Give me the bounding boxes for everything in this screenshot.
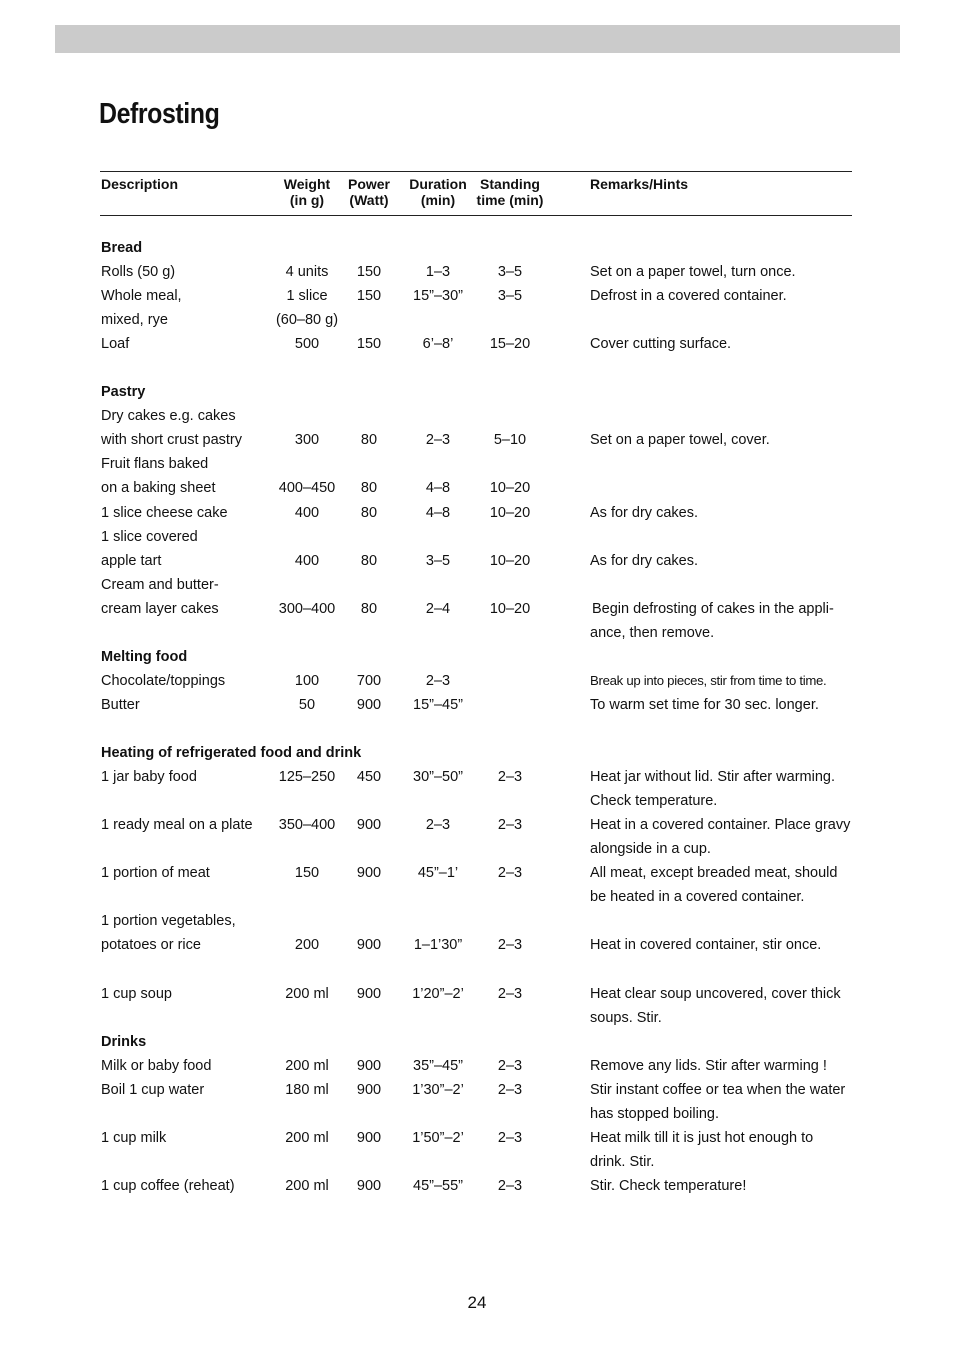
- table-row: [0, 452, 954, 476]
- cell-duration: 3–5: [425, 553, 451, 569]
- table-row: [0, 693, 954, 717]
- table-row: [0, 765, 954, 789]
- table-row: [0, 476, 954, 500]
- section-heading: Heating of refrigerated food and drink: [101, 745, 362, 761]
- cell-duration: 1–1’30”: [413, 937, 463, 953]
- cell-power: 700: [356, 673, 382, 689]
- cell-power: 900: [356, 697, 382, 713]
- cell-weight: 200 ml: [285, 986, 329, 1002]
- table-row: [0, 982, 954, 1006]
- cell-duration: 2–3: [425, 673, 451, 689]
- cell-description: 1 portion vegetables,: [101, 913, 236, 929]
- cell-description: Chocolate/toppings: [101, 673, 226, 689]
- header-duration: Duration (min): [409, 176, 467, 208]
- table-row: [0, 428, 954, 452]
- cell-weight: 200 ml: [285, 1130, 329, 1146]
- cell-remarks: Set on a paper towel, turn once.: [590, 264, 796, 280]
- cell-power: 900: [356, 1058, 382, 1074]
- cell-standing-time: 2–3: [497, 817, 523, 833]
- cell-description: 1 slice covered: [101, 529, 198, 545]
- header-description: Description: [101, 176, 179, 192]
- cell-remarks: Stir. Check temperature!: [590, 1178, 747, 1194]
- cell-remarks: Begin defrosting of cakes in the appli-: [592, 601, 834, 617]
- cell-description: 1 slice cheese cake: [101, 505, 228, 521]
- cell-power: 150: [356, 288, 382, 304]
- cell-duration: 15”–30”: [413, 288, 463, 304]
- cell-weight: 400: [294, 553, 320, 569]
- cell-duration: 30”–50”: [413, 769, 463, 785]
- table-row: [0, 1150, 954, 1174]
- table-row: [0, 1126, 954, 1150]
- cell-weight: 400: [294, 505, 320, 521]
- cell-standing-time: 2–3: [497, 937, 523, 953]
- cell-description: 1 ready meal on a plate: [101, 817, 253, 833]
- cell-duration: 2–3: [425, 817, 451, 833]
- cell-power: 900: [356, 937, 382, 953]
- table-row: [0, 573, 954, 597]
- cell-weight: 500: [294, 336, 320, 352]
- cell-power: 450: [356, 769, 382, 785]
- cell-description: Milk or baby food: [101, 1058, 212, 1074]
- cell-duration: 4–8: [425, 505, 451, 521]
- cell-power: 900: [356, 865, 382, 881]
- cell-standing-time: 2–3: [497, 1082, 523, 1098]
- cell-remarks: Cover cutting surface.: [590, 336, 732, 352]
- cell-description: Butter: [101, 697, 140, 713]
- header-power: Power (Watt): [347, 176, 390, 208]
- table-row: [0, 308, 954, 332]
- page-title: Defrosting: [99, 98, 220, 130]
- cell-standing-time: 10–20: [489, 601, 531, 617]
- cell-duration: 2–4: [425, 601, 451, 617]
- cell-description: apple tart: [101, 553, 162, 569]
- cell-standing-time: 2–3: [497, 1130, 523, 1146]
- table-row: [0, 525, 954, 549]
- cell-duration: 15”–45”: [413, 697, 463, 713]
- cell-weight: 300–400: [278, 601, 336, 617]
- cell-standing-time: 10–20: [489, 553, 531, 569]
- table-row: [0, 1174, 954, 1198]
- cell-weight: 200 ml: [285, 1058, 329, 1074]
- table-row: [0, 789, 954, 813]
- cell-weight: (60–80 g): [275, 312, 339, 328]
- cell-description: with short crust pastry: [101, 432, 243, 448]
- section-heading-row: [0, 1030, 954, 1054]
- cell-description: 1 cup milk: [101, 1130, 167, 1146]
- cell-description: Cream and butter-: [101, 577, 219, 593]
- cell-power: 80: [360, 480, 378, 496]
- cell-weight: 350–400: [278, 817, 336, 833]
- table-row: [0, 501, 954, 525]
- cell-weight: 180 ml: [285, 1082, 329, 1098]
- table-row: [0, 1054, 954, 1078]
- cell-description: Loaf: [101, 336, 130, 352]
- cell-weight: 1 slice: [286, 288, 328, 304]
- cell-description: Fruit flans baked: [101, 456, 209, 472]
- section-heading-row: [0, 236, 954, 260]
- cell-remarks: has stopped boiling.: [590, 1106, 719, 1122]
- table-row: [0, 284, 954, 308]
- cell-power: 80: [360, 432, 378, 448]
- cell-duration: 45”–55”: [413, 1178, 463, 1194]
- section-heading: Pastry: [101, 384, 146, 400]
- table-row: [0, 885, 954, 909]
- cell-remarks: Heat jar without lid. Stir after warming.: [590, 769, 835, 785]
- cell-remarks: alongside in a cup.: [590, 841, 711, 857]
- cell-standing-time: 2–3: [497, 769, 523, 785]
- cell-description: Rolls (50 g): [101, 264, 176, 280]
- cell-description: cream layer cakes: [101, 601, 219, 617]
- cell-duration: 1–3: [425, 264, 451, 280]
- cell-weight: 4 units: [285, 264, 329, 280]
- cell-weight: 200: [294, 937, 320, 953]
- table-row: [0, 404, 954, 428]
- cell-power: 900: [356, 817, 382, 833]
- cell-description: Whole meal,: [101, 288, 182, 304]
- table-row: [0, 669, 954, 693]
- cell-description: on a baking sheet: [101, 480, 216, 496]
- cell-remarks: Defrost in a covered container.: [590, 288, 787, 304]
- table-row: [0, 813, 954, 837]
- cell-power: 150: [356, 336, 382, 352]
- cell-remarks: To warm set time for 30 sec. longer.: [590, 697, 819, 713]
- table-row: [0, 549, 954, 573]
- cell-remarks: soups. Stir.: [590, 1010, 662, 1026]
- cell-duration: 1’50”–2’: [412, 1130, 464, 1146]
- cell-weight: 50: [298, 697, 316, 713]
- cell-standing-time: 3–5: [497, 264, 523, 280]
- cell-description: mixed, rye: [101, 312, 168, 328]
- cell-standing-time: 2–3: [497, 1178, 523, 1194]
- cell-duration: 1’30”–2’: [412, 1082, 464, 1098]
- cell-remarks: Break up into pieces, stir from time to time.: [590, 673, 827, 688]
- page-number: 24: [467, 1293, 487, 1312]
- cell-duration: 1’20”–2’: [412, 986, 464, 1002]
- cell-description: 1 cup soup: [101, 986, 172, 1002]
- cell-weight: 400–450: [278, 480, 336, 496]
- section-heading: Bread: [101, 240, 143, 256]
- cell-duration: 35”–45”: [413, 1058, 463, 1074]
- cell-remarks: Stir instant coffee or tea when the water: [590, 1082, 846, 1098]
- cell-remarks: Set on a paper towel, cover.: [590, 432, 770, 448]
- section-heading-row: [0, 380, 954, 404]
- header-weight: Weight (in g): [283, 176, 331, 208]
- cell-power: 80: [360, 601, 378, 617]
- cell-standing-time: 10–20: [489, 505, 531, 521]
- cell-standing-time: 2–3: [497, 865, 523, 881]
- cell-weight: 300: [294, 432, 320, 448]
- cell-standing-time: 5–10: [493, 432, 527, 448]
- cell-power: 900: [356, 1082, 382, 1098]
- cell-standing-time: 15–20: [489, 336, 531, 352]
- cell-remarks: Heat in a covered container. Place gravy: [590, 817, 851, 833]
- table-row: [0, 861, 954, 885]
- cell-remarks: Heat milk till it is just hot enough to: [590, 1130, 814, 1146]
- cell-remarks: Heat clear soup uncovered, cover thick: [590, 986, 841, 1002]
- cell-weight: 100: [294, 673, 320, 689]
- table-row: [0, 1102, 954, 1126]
- cell-standing-time: 2–3: [497, 986, 523, 1002]
- cell-power: 900: [356, 1130, 382, 1146]
- table-row: [0, 332, 954, 356]
- header-remarks: Remarks/Hints: [590, 176, 689, 192]
- section-heading: Melting food: [101, 649, 188, 665]
- cell-remarks: Check temperature.: [590, 793, 718, 809]
- table-row: [0, 1078, 954, 1102]
- header-standing-time: Standing time (min): [476, 176, 544, 208]
- cell-remarks: ance, then remove.: [590, 625, 715, 641]
- cell-remarks: Remove any lids. Stir after warming !: [590, 1058, 827, 1074]
- cell-duration: 2–3: [425, 432, 451, 448]
- cell-remarks: Heat in covered container, stir once.: [590, 937, 822, 953]
- table-row: [0, 909, 954, 933]
- cell-description: 1 jar baby food: [101, 769, 197, 785]
- cell-remarks: be heated in a covered container.: [590, 889, 805, 905]
- cell-description: 1 portion of meat: [101, 865, 210, 881]
- cell-description: Boil 1 cup water: [101, 1082, 205, 1098]
- cell-weight: 200 ml: [285, 1178, 329, 1194]
- table-row: [0, 933, 954, 957]
- section-heading: Drinks: [101, 1034, 147, 1050]
- table-row: [0, 1006, 954, 1030]
- cell-power: 900: [356, 1178, 382, 1194]
- cell-remarks: As for dry cakes.: [590, 553, 698, 569]
- cell-description: Dry cakes e.g. cakes: [101, 408, 236, 424]
- cell-weight: 150: [294, 865, 320, 881]
- table-row: [0, 260, 954, 284]
- cell-remarks: All meat, except breaded meat, should: [590, 865, 838, 881]
- section-heading-row: [0, 645, 954, 669]
- cell-duration: 4–8: [425, 480, 451, 496]
- section-heading-row: [0, 741, 954, 765]
- table-row: [0, 597, 954, 621]
- cell-duration: 6’–8’: [422, 336, 454, 352]
- cell-power: 80: [360, 505, 378, 521]
- cell-power: 150: [356, 264, 382, 280]
- cell-remarks: As for dry cakes.: [590, 505, 698, 521]
- cell-description: 1 cup coffee (reheat): [101, 1178, 235, 1194]
- cell-description: potatoes or rice: [101, 937, 201, 953]
- cell-standing-time: 2–3: [497, 1058, 523, 1074]
- cell-power: 80: [360, 553, 378, 569]
- cell-weight: 125–250: [278, 769, 336, 785]
- cell-duration: 45”–1’: [417, 865, 459, 881]
- cell-remarks: drink. Stir.: [590, 1154, 655, 1170]
- cell-standing-time: 10–20: [489, 480, 531, 496]
- cell-standing-time: 3–5: [497, 288, 523, 304]
- table-row: [0, 837, 954, 861]
- table-row: [0, 621, 954, 645]
- cell-power: 900: [356, 986, 382, 1002]
